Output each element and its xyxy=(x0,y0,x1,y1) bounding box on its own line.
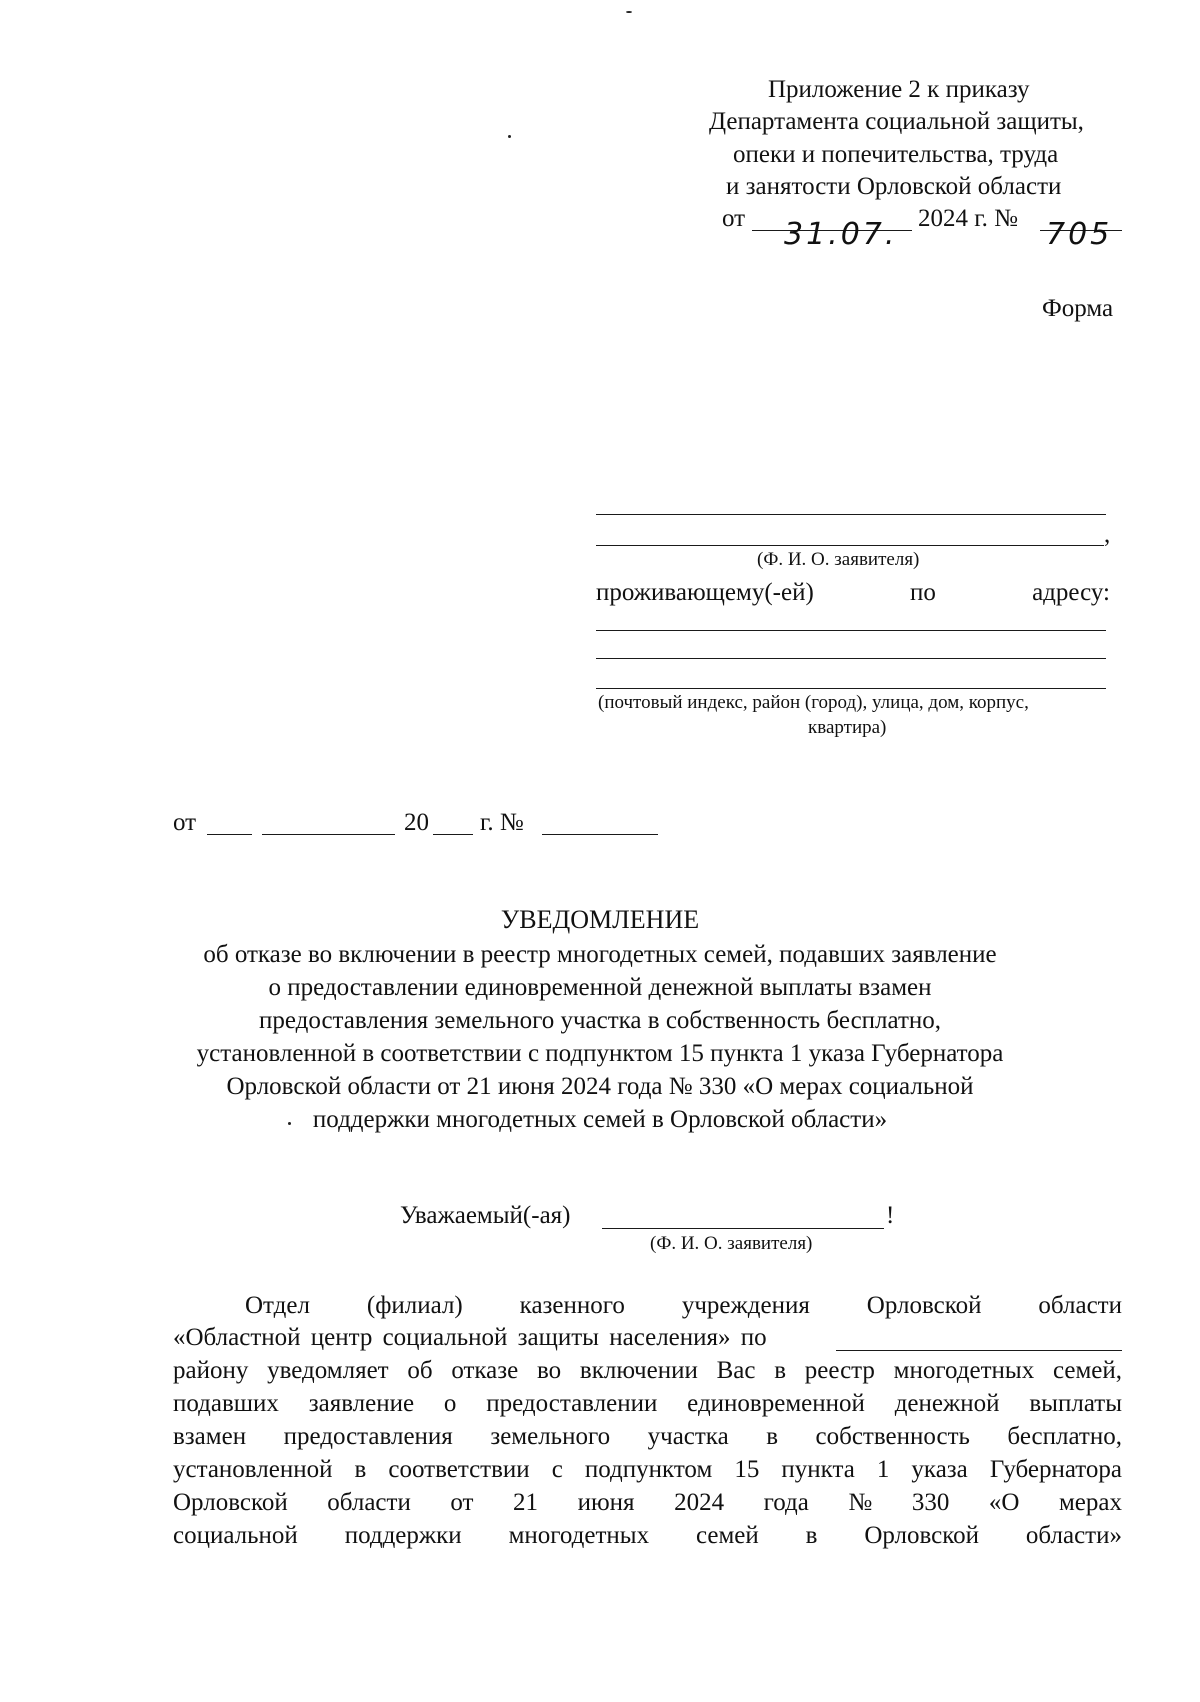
body-word: № xyxy=(848,1489,873,1516)
body-word: июня xyxy=(577,1489,635,1516)
notice-heading: УВЕДОМЛЕНИЕ xyxy=(500,905,700,934)
address-line-3 xyxy=(596,688,1106,689)
living-word-3: адресу: xyxy=(1032,579,1110,606)
body-word: Отдел xyxy=(245,1292,310,1319)
address-caption-line-2: квартира) xyxy=(808,717,887,738)
notice-subtitle-line-1: об отказе во включении в реестр многодетных семей, подавших заявление xyxy=(203,941,997,968)
body-word: 21 xyxy=(513,1489,539,1516)
body-line-7 xyxy=(173,1488,1122,1518)
ref-number-label: г. № xyxy=(480,809,524,836)
body-word: социальной xyxy=(173,1522,298,1549)
header-line-2: Департамента социальной защиты, xyxy=(709,108,1084,135)
district-field xyxy=(836,1350,1122,1351)
notice-subtitle-line-3: предоставления земельного участка в собственность бесплатно, xyxy=(258,1007,942,1034)
scan-speck xyxy=(626,11,632,13)
body-word: 2024 xyxy=(674,1489,725,1516)
body-line-5: взамен предоставления земельного участка в собственность бесплатно, xyxy=(173,1423,1122,1450)
header-line-1: Приложение 2 к приказу xyxy=(768,76,1030,103)
body-line-4: подавших заявление о предоставлении единовременной денежной выплаты xyxy=(173,1390,1122,1417)
notice-subtitle-line-6: поддержки многодетных семей в Орловской области» xyxy=(312,1106,888,1133)
address-line-1 xyxy=(596,630,1106,631)
order-date-handwritten: 31.07. xyxy=(784,217,898,252)
body-line-2: «Областной центр социальной защиты населения» по xyxy=(173,1324,767,1351)
body-word: года xyxy=(763,1489,809,1516)
body-word: Орловской xyxy=(864,1522,980,1549)
notice-subtitle-line-2: о предоставлении единовременной денежной выплаты взамен xyxy=(268,974,932,1001)
body-word: области xyxy=(327,1489,411,1516)
body-word: поддержки xyxy=(344,1522,462,1549)
form-label: Форма xyxy=(1042,295,1114,322)
greeting-exclamation: ! xyxy=(886,1202,895,1229)
body-word: 330 xyxy=(911,1489,950,1516)
recipient-fio-caption: (Ф. И. О. заявителя) xyxy=(757,549,920,570)
notice-subtitle-line-4: установленной в соответствии с подпунктом 15 пункта 1 указа Губернатора xyxy=(196,1040,1004,1067)
body-line-1 xyxy=(245,1291,1122,1321)
ref-date-prefix: от xyxy=(173,809,197,836)
notice-subtitle-line-5: Орловской области от 21 июня 2024 года № 330 «О мерах социальной xyxy=(226,1073,974,1100)
recipient-name-line-2 xyxy=(596,545,1104,546)
ref-year-prefix: 20 xyxy=(404,809,429,836)
ref-number-field xyxy=(542,834,658,835)
address-line-2 xyxy=(596,658,1106,659)
body-line-6: установленной в соответствии с подпунктом 15 пункта 1 указа Губернатора xyxy=(173,1456,1122,1483)
header-line-4: и занятости Орловской области xyxy=(726,173,1062,200)
living-word-2: по xyxy=(909,579,936,606)
ref-year-field xyxy=(433,834,473,835)
scan-speck xyxy=(508,135,511,138)
recipient-address-label xyxy=(596,578,1110,608)
body-word: «О xyxy=(988,1489,1020,1516)
ref-month-field xyxy=(262,834,395,835)
body-word: семей xyxy=(695,1522,759,1549)
body-word: учреждения xyxy=(681,1292,810,1319)
order-number-handwritten: 705 xyxy=(1046,217,1113,252)
order-year-label: 2024 г. № xyxy=(918,205,1019,232)
body-line-8 xyxy=(173,1521,1122,1551)
living-word-1: проживающему(-ей) xyxy=(596,579,814,606)
greeting-text: Уважаемый(-ая) xyxy=(400,1202,571,1229)
recipient-name-line-1 xyxy=(596,514,1106,515)
greeting-caption: (Ф. И. О. заявителя) xyxy=(650,1233,813,1254)
body-word: многодетных xyxy=(508,1522,650,1549)
body-word: от xyxy=(450,1489,474,1516)
order-number-field xyxy=(1040,217,1122,252)
body-word: мерах xyxy=(1058,1489,1122,1516)
order-date-field xyxy=(752,217,912,252)
ref-day-field xyxy=(207,834,252,835)
body-word: Орловской xyxy=(866,1292,982,1319)
header-line-3: опеки и попечительства, труда xyxy=(733,141,1059,168)
order-date-prefix: от xyxy=(722,205,746,232)
body-word: в xyxy=(805,1522,818,1549)
greeting-name-field xyxy=(602,1228,884,1229)
body-word: Орловской xyxy=(173,1489,288,1516)
body-word: области» xyxy=(1025,1522,1122,1549)
address-caption-line-1: (почтовый индекс, район (город), улица, дом, корпус, xyxy=(598,692,1029,713)
body-word: казенного xyxy=(519,1292,625,1319)
body-line-3: району уведомляет об отказе во включении Вас в реестр многодетных семей, xyxy=(173,1357,1122,1384)
body-word: (филиал) xyxy=(366,1292,463,1319)
recipient-name-comma: , xyxy=(1104,521,1111,548)
body-word: области xyxy=(1038,1292,1122,1319)
